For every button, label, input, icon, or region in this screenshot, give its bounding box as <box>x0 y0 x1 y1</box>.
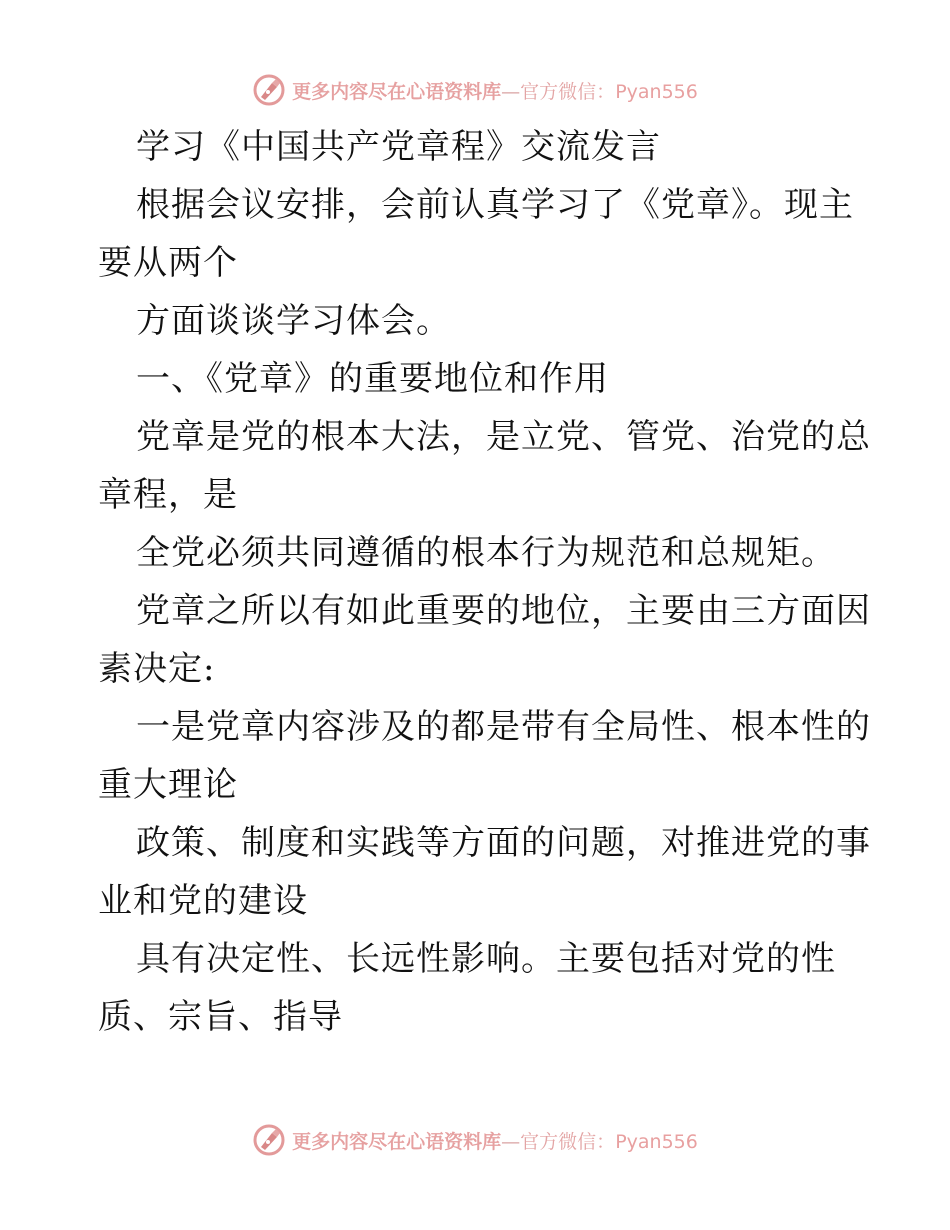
header-watermark <box>0 70 950 110</box>
text-line: 要从两个 <box>98 243 238 283</box>
text-line: 章程，是 <box>98 475 238 515</box>
watermark-wechat-label: 官方微信： <box>520 80 616 103</box>
watermark-wechat-id: Pyan556 <box>615 80 698 103</box>
text-line: 具有决定性、长远性影响。主要包括对党的性 <box>136 939 836 979</box>
text-line: 一是党章内容涉及的都是带有全局性、根本性的 <box>136 707 871 747</box>
footer-watermark <box>0 1120 950 1160</box>
pen-nib-logo-icon <box>252 1123 286 1157</box>
watermark-separator: — <box>501 1130 521 1153</box>
text-line: 业和党的建设 <box>98 881 308 921</box>
text-line: 重大理论 <box>98 765 238 805</box>
text-line: 全党必须共同遵循的根本行为规范和总规矩。 <box>136 533 836 573</box>
watermark-wechat-label: 官方微信： <box>520 1130 616 1153</box>
text-line: 党章是党的根本大法，是立党、管党、治党的总 <box>136 417 871 457</box>
text-line: 党章之所以有如此重要的地位，主要由三方面因 <box>136 591 871 631</box>
text-line: 一、《党章》的重要地位和作用 <box>136 359 609 399</box>
watermark-separator: — <box>501 80 521 103</box>
watermark-wechat-id: Pyan556 <box>615 1130 698 1153</box>
watermark-brand: 更多内容尽在心语资料库 <box>292 80 502 103</box>
watermark-brand: 更多内容尽在心语资料库 <box>292 1130 502 1153</box>
text-line: 政策、制度和实践等方面的问题，对推进党的事 <box>136 823 871 863</box>
document-title: 学习《中国共产党章程》交流发言 <box>136 127 661 167</box>
text-line: 素决定: <box>98 649 216 689</box>
pen-nib-logo-icon <box>252 73 286 107</box>
text-line: 质、宗旨、指导 <box>98 997 343 1037</box>
document-body <box>98 118 871 1046</box>
watermark-text <box>292 1127 698 1154</box>
text-line: 方面谈谈学习体会。 <box>136 301 451 341</box>
watermark-text <box>292 77 698 104</box>
text-line: 根据会议安排，会前认真学习了《党章》。现主 <box>136 185 854 225</box>
